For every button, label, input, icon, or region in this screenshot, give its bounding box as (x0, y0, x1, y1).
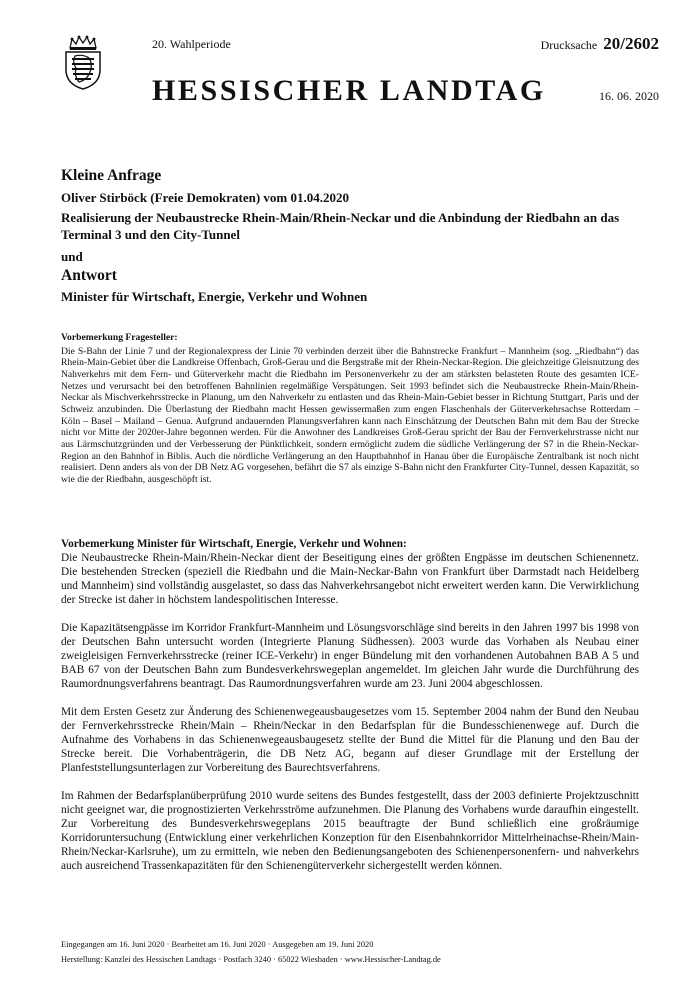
minister-paragraph: Mit dem Ersten Gesetz zur Änderung des Schienenwegeausbaugesetzes vom 15. September 2004 nahm der Bund den Neubau der Fernverkehrsstrecke Rhein/Main – Rhein/Neckar in den Bedarfsplan für die Bundesschienenwege auf. Durch die Aufnahme des Vorhabens in das Schienenwegeausbaugesetz stellte der Bund die Mittel für die Planung und den Bau der Strecke bereit. Die Vorhabenträgerin, die DB Netz AG, begann auf dieser Grundlage mit der Erstellung der Planfeststellungsunterlagen zur Vorbereitung des Baurechtsverfahrens. (61, 706, 639, 774)
document-heading (61, 167, 661, 308)
drucksache-prefix: Drucksache (540, 38, 598, 52)
und-label: und (61, 249, 83, 264)
vorbemerkung-minister (61, 537, 639, 887)
hessen-coat-of-arms-icon (63, 34, 103, 90)
footer-publisher: Herstellung: Kanzlei des Hessischen Landtags · Postfach 3240 · 65022 Wiesbaden · www.Hessischer-Landtag.de (61, 955, 441, 964)
vorbemerkung-fragesteller-heading: Vorbemerkung Fragesteller: (61, 332, 178, 343)
drucksache-number: 20/2602 (603, 34, 659, 53)
vorbemerkung-fragesteller (61, 332, 639, 486)
subject-line: Realisierung der Neubaustrecke Rhein-Main/Rhein-Neckar und die Anbindung der Riedbahn an das Terminal 3 und den City-Tunnel (61, 210, 620, 242)
minister-paragraph: Die Neubaustrecke Rhein-Main/Rhein-Neckar dient der Beseitigung eines der größten Engpässe im deutschen Schienennetz. Die bestehenden Strecken (speziell die Riedbahn und die Main-Neckar-Bahn von Frankfurt über Darmstadt nach Heidelberg und Mannheim) sind vollständig ausgelastet, so dass das Nahverkehrsangebot nicht erweitert werden kann. Die Verwirklichung der Strecke ist daher in höchstem landespolitischen Interesse. (61, 552, 639, 606)
document-footer (61, 937, 639, 967)
vorbemerkung-fragesteller-text: Die S-Bahn der Linie 7 und der Regionalexpress der Linie 70 verbinden derzeit über die Bahnstrecke Frankfurt – Mannheim (sog. „Riedbahn“) das Rhein-Main-Gebiet über die Landkreise Offenbach, Groß-Gerau und die Bergstraße mit der Rhein-Neckar-Region. Die gleichzeitige Gleisnutzung des Nahverkehrs mit dem Fern- und Güterverkehr macht die Riedbahn im Personenverkehr zu der am stärksten belasteten Route des gesamten ICE-Netzes und verursacht bei den betroffenen Bahnlinien regelmäßige Verspätungen. Seit 1993 befindet sich die Neubaustrecke Rhein-Main/Rhein-Neckar als Mischverkehrsstrecke in Planung, um den Nahverkehr zu entlasten und das Rhein-Main-Gebiet besser in Richtung Stuttgart, Paris und der Schweiz anzubinden. Die Überlastung der Riedbahn macht Hessen gewissermaßen zum engen Flaschenhals der Güterverkehrsachse Rotterdam – Köln – Basel – Mailand – Genua. Aufgrund andauernden Planungsverfahren kann nach Einschätzung der Deutschen Bahn mit dem Bau der Strecke nicht vor Mitte der 2020er-Jahre begonnen werden. Für die Anwohner des Landkreises Groß-Gerau spricht der Bau der Fernverkehrstrasse nicht nur aus Lärmschutzgründen und der Verbesserung der Pünktlichkeit, sondern ermöglicht zudem die südliche Verlängerung der S7 in die Rhein-Neckar-Region an den Bahnhof in Biblis. Auch die nördliche Verlängerung an den Hauptbahnhof in Hanau über die Europäische Zentralbank ist noch nicht realisiert. Denn anders als von der DB Netz AG vorgesehen, befährt die S7 als einzige S-Bahn nicht den Frankfurter City-Tunnel, dessen Kapazität, so wie die der Riedbahn, ausgeschöpft ist. (61, 345, 639, 485)
document-type: Kleine Anfrage (61, 167, 162, 184)
minister-paragraph: Im Rahmen der Bedarfsplanüberprüfung 2010 wurde seitens des Bundes festgestellt, dass der 2003 definierte Projektzuschnitt nicht geeignet war, die prognostizierten Verkehrsströme aufzunehmen. Die Planung des Vorhabens wurde daraufhin eingestellt. Zur Vorbereitung des Bundesverkehrswegeplans 2015 beauftragte der Bund schließlich eine großräumige Korridoruntersuchung (Entwicklung einer verkehrlichen Konzeption für den Eisenbahnkorridor Mittelrheinachse-Rhein/Main-Rhein/Neckar-Karlsruhe), um zu ermitteln, wie neben den Bedienungsangeboten des Schienenpersonenfern- und nahverkehrs auch ausreichend Trassenkapazitäten für den Schienengüterverkehr sichergestellt werden können. (61, 790, 639, 872)
minister-paragraph: Die Kapazitätsengpässe im Korridor Frankfurt-Mannheim und Lösungsvorschläge sind bereits in den Jahren 1997 bis 1998 von der Deutschen Bahn untersucht worden (Integrierte Planung Südhessen). 2003 wurde das Vorhaben als Neubau einer zweigleisigen Fernverkehrsstrecke (reiner ICE-Verkehr) in enger Bündelung mit den vorhandenen Autobahnen BAB A 5 und BAB 67 von der Deutschen Bahn zum Bundesverkehrswegeplan angemeldet. Im gleichen Jahr wurde die Durchführung des Raumordnungsverfahrens beantragt. Das Raumordnungsverfahren wurde am 23. Juni 2004 abgeschlossen. (61, 622, 639, 690)
footer-dates: Eingegangen am 16. Juni 2020 · Bearbeitet am 16. Juni 2020 · Ausgegeben am 19. Juni 2020 (61, 940, 374, 949)
vorbemerkung-minister-heading: Vorbemerkung Minister für Wirtschaft, Energie, Verkehr und Wohnen: (61, 538, 407, 550)
wahlperiode-label: 20. Wahlperiode (152, 37, 231, 51)
landtag-title: HESSISCHER LANDTAG (152, 74, 546, 107)
antwort-label: Antwort (61, 267, 117, 284)
drucksache-label (541, 34, 659, 54)
author-line: Oliver Stirböck (Freie Demokraten) vom 01.04.2020 (61, 190, 349, 205)
document-date: 16. 06. 2020 (599, 89, 659, 103)
minister-line: Minister für Wirtschaft, Energie, Verkehr und Wohnen (61, 289, 368, 304)
